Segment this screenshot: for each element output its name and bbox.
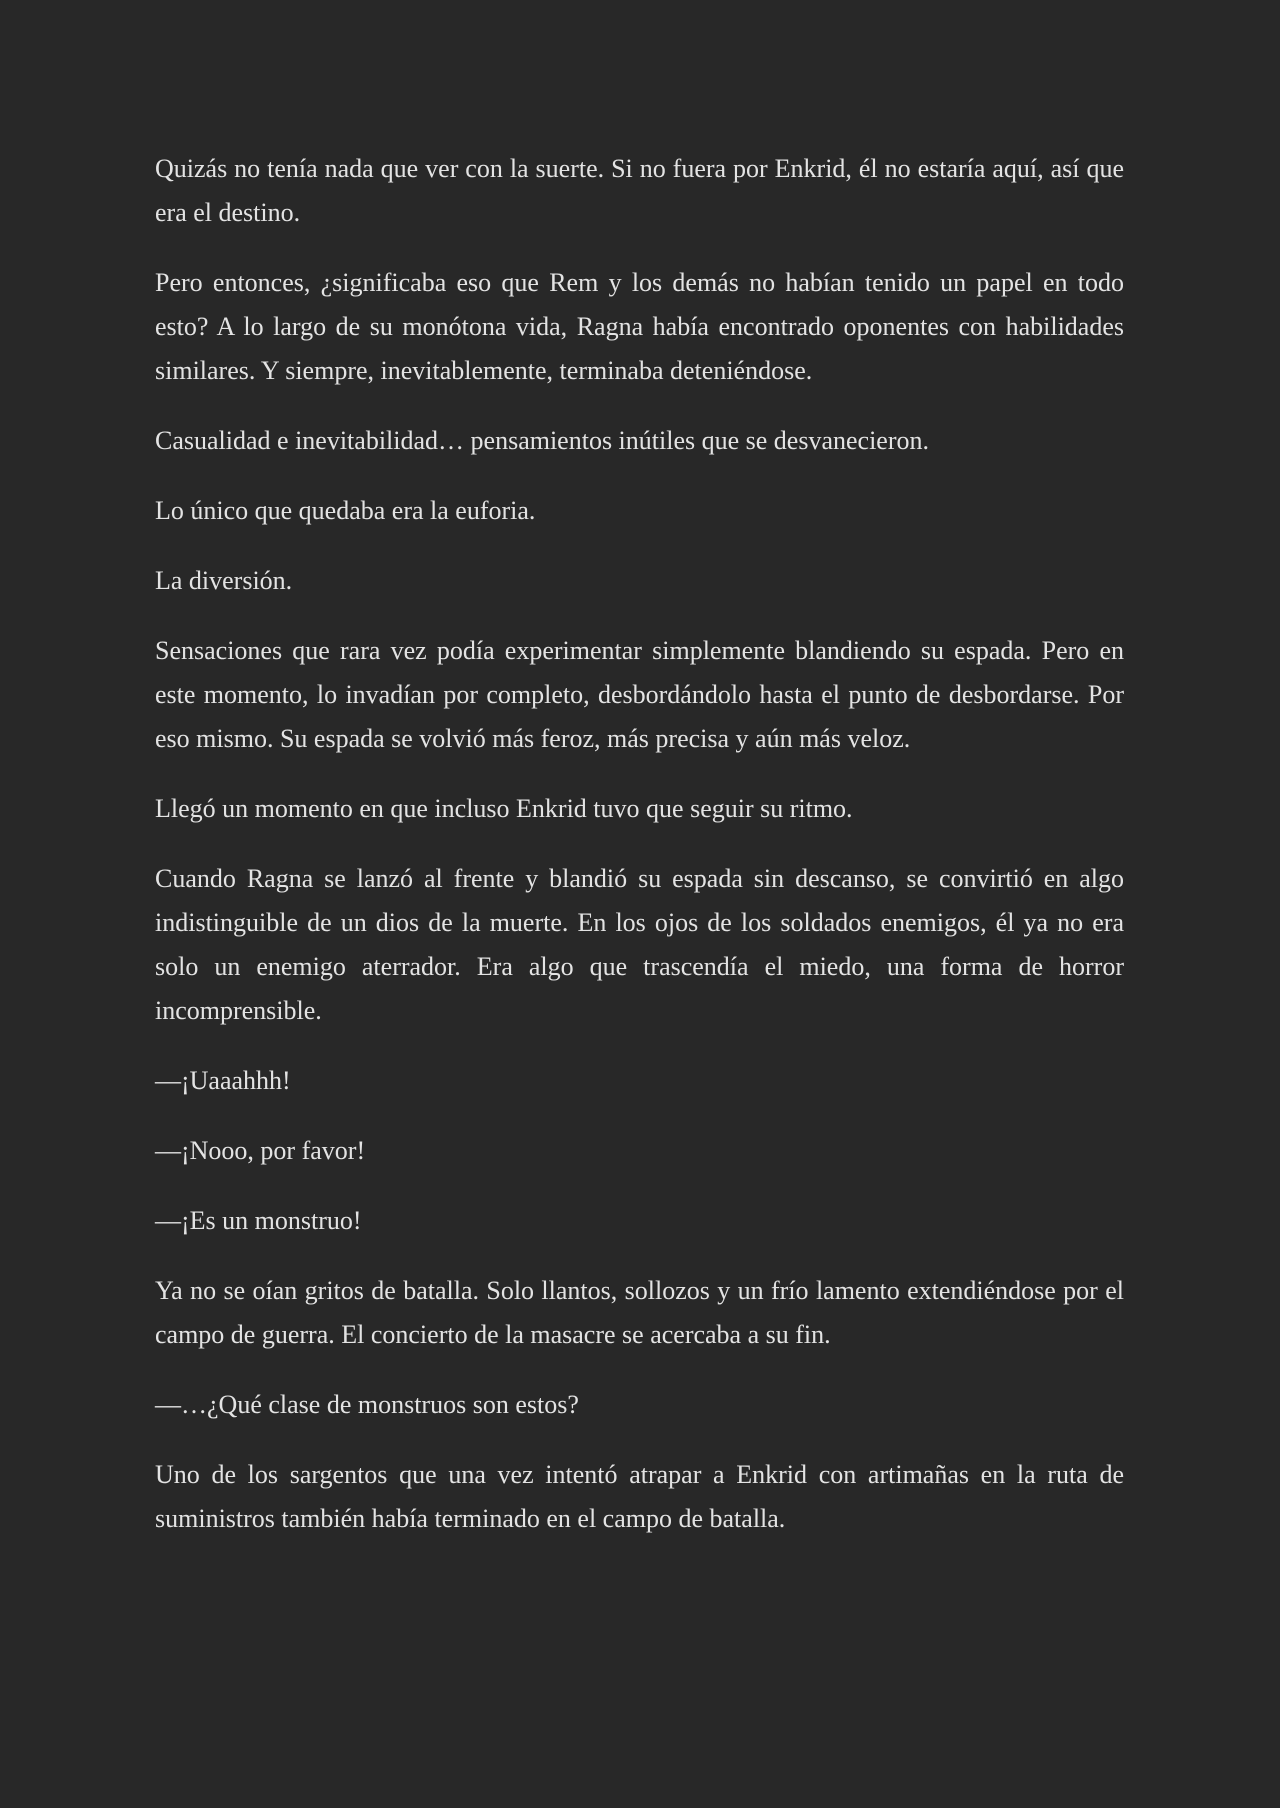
paragraph-4: Lo único que quedaba era la euforia. — [155, 496, 536, 525]
paragraph-3: Casualidad e inevitabilidad… pensamientos inútiles que se desvanecieron. — [155, 426, 930, 455]
paragraph-6: Sensaciones que rara vez podía experimentar simplemente blandiendo su espada. Pero en este momento, lo invadían por completo, desbordándolo hasta el punto de desbordarse. Por eso mismo. Su espada se volvió más feroz, más precisa y aún más veloz. — [155, 636, 1124, 753]
paragraph-9: Ya no se oían gritos de batalla. Solo llantos, sollozos y un frío lamento extendiéndose por el campo de guerra. El concierto de la masacre se acercaba a su fin. — [155, 1276, 1124, 1349]
dialogue-line-1: —¡Uaaahhh! — [155, 1066, 291, 1095]
dialogue-line-4: —…¿Qué clase de monstruos son estos? — [155, 1390, 579, 1419]
paragraph-1: Quizás no tenía nada que ver con la suerte. Si no fuera por Enkrid, él no estaría aquí, así que era el destino. — [155, 154, 1124, 227]
paragraph-5: La diversión. — [155, 566, 293, 595]
dialogue-line-3: —¡Es un monstruo! — [155, 1206, 362, 1235]
dialogue-line-2: —¡Nooo, por favor! — [155, 1136, 366, 1165]
paragraph-2: Pero entonces, ¿significaba eso que Rem y los demás no habían tenido un papel en todo esto? A lo largo de su monótona vida, Ragna había encontrado oponentes con habilidades similares. Y siempre, inevitablemente, terminaba deteniéndose. — [155, 268, 1124, 385]
paragraph-7: Llegó un momento en que incluso Enkrid tuvo que seguir su ritmo. — [155, 794, 853, 823]
paragraph-10: Uno de los sargentos que una vez intentó atrapar a Enkrid con artimañas en la ruta de suministros también había terminado en el campo de batalla. — [155, 1460, 1124, 1533]
chapter-text — [155, 147, 1124, 1541]
paragraph-8: Cuando Ragna se lanzó al frente y blandió su espada sin descanso, se convirtió en algo indistinguible de un dios de la muerte. En los ojos de los soldados enemigos, él ya no era solo un enemigo aterrador. Era algo que trascendía el miedo, una forma de horror incomprensible. — [155, 864, 1124, 1025]
